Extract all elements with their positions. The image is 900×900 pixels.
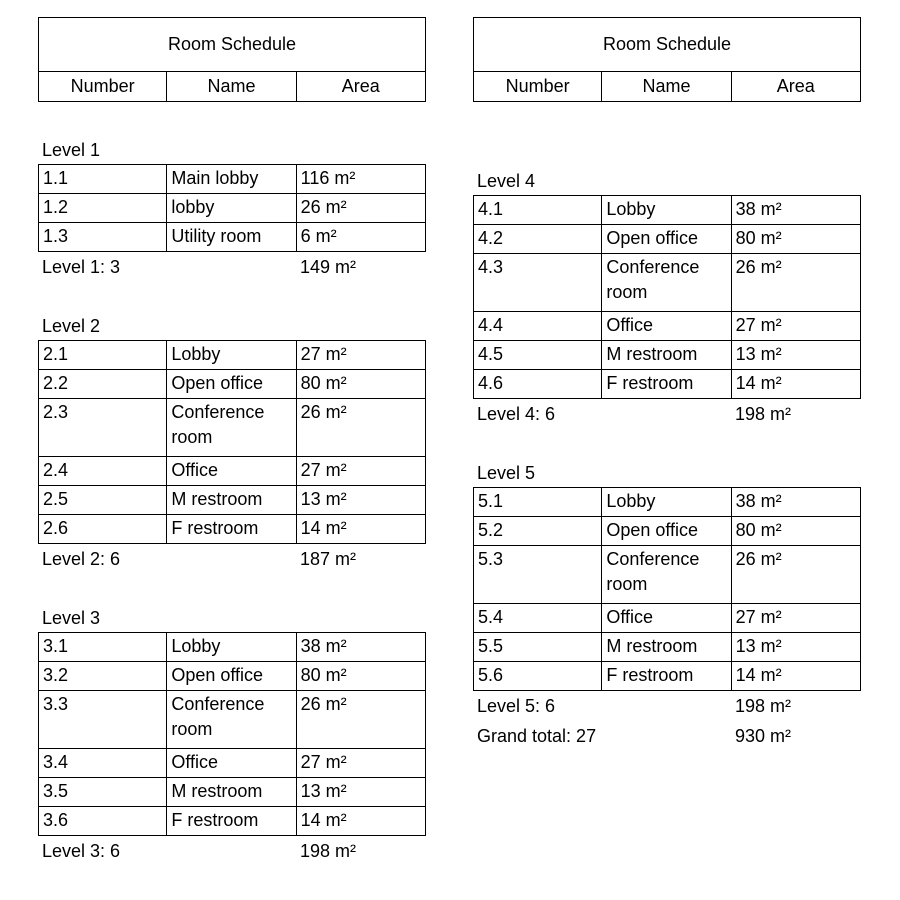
cell-name: Conference room [167,691,296,749]
cell-number: 2.1 [39,341,167,370]
level-summary-count: Level 5: 6 [477,696,556,716]
cell-number: 2.3 [39,399,167,457]
cell-name: Open office [167,662,296,691]
cell-name: M restroom [602,341,731,370]
cell-number: 4.4 [474,312,602,341]
schedule-title-row [474,18,861,72]
table-row [39,223,426,252]
level-table [38,164,426,252]
level-summary-area: 149 m² [300,257,357,277]
level-summary [38,252,426,282]
table-row [39,778,426,807]
grand-total-label: Grand total: 27 [477,726,597,746]
cell-name: Main lobby [167,165,296,194]
cell-name: Lobby [167,633,296,662]
table-row [39,194,426,223]
cell-area: 80 m² [731,517,860,546]
cell-area: 14 m² [731,370,860,399]
table-row [39,691,426,749]
level-summary [38,544,426,574]
level-heading: Level 5 [477,463,536,483]
level-summary-count: Level 2: 6 [42,549,121,569]
cell-area: 6 m² [296,223,425,252]
level-heading: Level 1 [42,140,101,160]
level-summary [473,691,861,721]
table-row [39,633,426,662]
table-row [39,370,426,399]
cell-number: 5.4 [474,604,602,633]
table-row [474,662,861,691]
column-header-name: Name [167,72,296,102]
cell-name: Open office [602,225,731,254]
table-row [39,807,426,836]
cell-area: 26 m² [296,399,425,457]
cell-number: 5.2 [474,517,602,546]
column-header-number: Number [39,72,167,102]
cell-name: M restroom [602,633,731,662]
column-header-row [39,72,426,102]
table-row [474,225,861,254]
cell-name: Office [167,749,296,778]
level-summary-area: 198 m² [300,841,357,861]
cell-name: F restroom [602,370,731,399]
cell-number: 3.3 [39,691,167,749]
cell-area: 27 m² [296,341,425,370]
table-row [474,312,861,341]
table-row [39,165,426,194]
cell-area: 26 m² [731,254,860,312]
cell-name: Conference room [602,254,731,312]
cell-name: Conference room [167,399,296,457]
level-summary-count: Level 4: 6 [477,404,556,424]
cell-number: 2.4 [39,457,167,486]
cell-number: 5.3 [474,546,602,604]
cell-area: 80 m² [296,370,425,399]
cell-area: 80 m² [731,225,860,254]
cell-area: 38 m² [731,196,860,225]
level-heading: Level 3 [42,608,101,628]
column-header-row [474,72,861,102]
level-summary-area: 198 m² [735,696,792,716]
cell-name: Office [602,604,731,633]
level-summary [38,836,426,866]
cell-name: Utility room [167,223,296,252]
table-row [39,486,426,515]
cell-area: 13 m² [731,341,860,370]
cell-number: 3.2 [39,662,167,691]
cell-area: 26 m² [731,546,860,604]
table-row [39,457,426,486]
cell-name: Lobby [602,196,731,225]
cell-number: 4.5 [474,341,602,370]
cell-area: 14 m² [731,662,860,691]
table-row [474,488,861,517]
table-row [474,341,861,370]
schedule-header-table [473,17,861,102]
table-row [39,662,426,691]
cell-area: 14 m² [296,807,425,836]
cell-number: 3.1 [39,633,167,662]
cell-number: 5.5 [474,633,602,662]
column-header-area: Area [296,72,425,102]
column-header-area: Area [731,72,860,102]
level-heading: Level 4 [477,171,536,191]
cell-number: 5.1 [474,488,602,517]
cell-number: 4.2 [474,225,602,254]
cell-number: 4.1 [474,196,602,225]
cell-name: M restroom [167,778,296,807]
cell-area: 13 m² [296,486,425,515]
cell-name: F restroom [602,662,731,691]
level-summary [473,399,861,429]
cell-number: 1.3 [39,223,167,252]
level-heading: Level 2 [42,316,101,336]
cell-area: 13 m² [296,778,425,807]
cell-number: 3.6 [39,807,167,836]
cell-name: Conference room [602,546,731,604]
table-row [39,399,426,457]
cell-area: 38 m² [731,488,860,517]
cell-name: Open office [167,370,296,399]
schedule-right [473,17,861,751]
cell-number: 2.5 [39,486,167,515]
cell-area: 116 m² [296,165,425,194]
table-row [39,341,426,370]
column-header-number: Number [474,72,602,102]
cell-number: 3.4 [39,749,167,778]
cell-area: 27 m² [731,312,860,341]
schedule-title: Room Schedule [39,18,426,72]
cell-area: 14 m² [296,515,425,544]
level-summary-area: 198 m² [735,404,792,424]
cell-name: Office [167,457,296,486]
level-table [473,487,861,691]
table-row [474,370,861,399]
level-table [38,632,426,836]
level-summary-count: Level 3: 6 [42,841,121,861]
cell-number: 1.1 [39,165,167,194]
cell-name: lobby [167,194,296,223]
table-row [474,633,861,662]
cell-number: 2.6 [39,515,167,544]
table-row [474,546,861,604]
schedule-header-table [38,17,426,102]
cell-number: 3.5 [39,778,167,807]
table-row [39,749,426,778]
grand-total [473,721,861,751]
cell-name: F restroom [167,515,296,544]
cell-name: Office [602,312,731,341]
cell-area: 38 m² [296,633,425,662]
table-row [474,517,861,546]
schedule-title: Room Schedule [474,18,861,72]
cell-name: Lobby [167,341,296,370]
cell-name: Lobby [602,488,731,517]
cell-number: 4.6 [474,370,602,399]
table-row [39,515,426,544]
cell-name: M restroom [167,486,296,515]
cell-area: 27 m² [296,749,425,778]
cell-name: F restroom [167,807,296,836]
cell-number: 5.6 [474,662,602,691]
cell-area: 27 m² [731,604,860,633]
schedule-title-row [39,18,426,72]
cell-name: Open office [602,517,731,546]
grand-total-area: 930 m² [735,726,792,746]
cell-area: 27 m² [296,457,425,486]
level-table [38,340,426,544]
cell-number: 4.3 [474,254,602,312]
table-row [474,196,861,225]
table-row [474,254,861,312]
schedule-left [38,17,426,866]
cell-area: 26 m² [296,194,425,223]
cell-area: 26 m² [296,691,425,749]
column-header-name: Name [602,72,731,102]
level-table [473,195,861,399]
cell-area: 13 m² [731,633,860,662]
cell-number: 1.2 [39,194,167,223]
level-summary-area: 187 m² [300,549,357,569]
level-summary-count: Level 1: 3 [42,257,121,277]
table-row [474,604,861,633]
cell-number: 2.2 [39,370,167,399]
cell-area: 80 m² [296,662,425,691]
